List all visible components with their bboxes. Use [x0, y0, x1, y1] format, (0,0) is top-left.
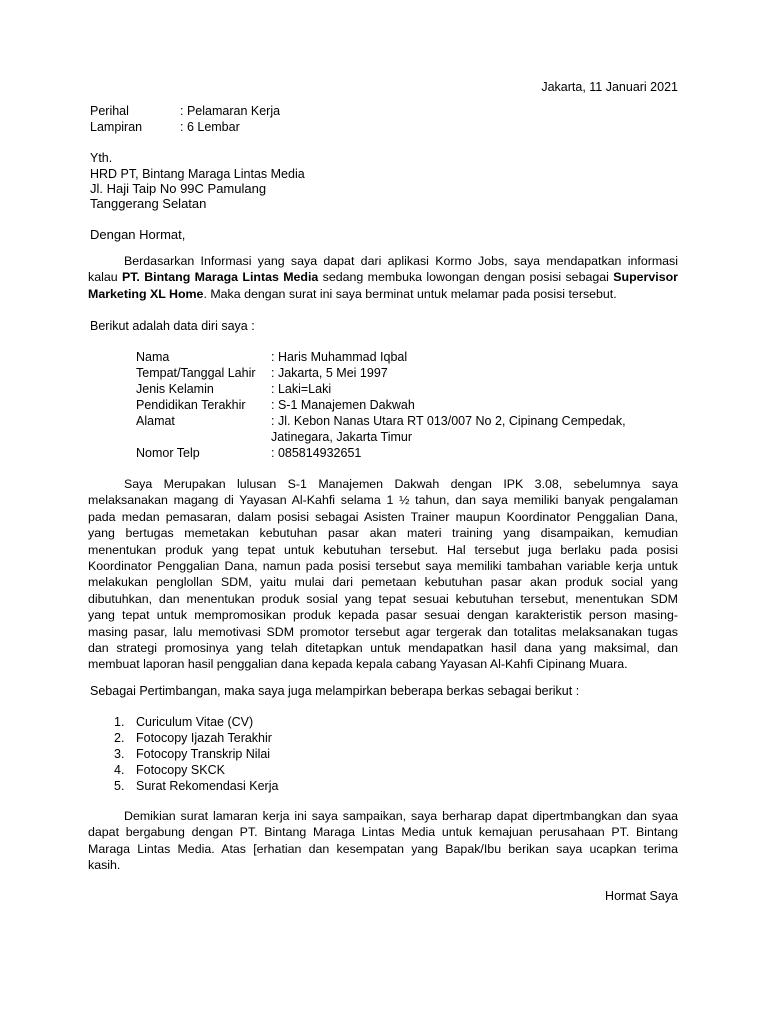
attachment-number: 1.: [114, 715, 125, 729]
body-line: melakukan penglollan SDM, yaitu mulai dari pemetaan kebutuhan pasar akan produk social yang: [88, 575, 678, 590]
data-value-ttl: : Jakarta, 5 Mei 1997: [271, 366, 388, 380]
perihal-label: Perihal: [90, 104, 129, 118]
closing-line: Demikian surat lamaran kerja ini saya sampaikan, saya berharap dapat dipertmbangkan dan syaa: [124, 809, 678, 823]
lampiran-value: : 6 Lembar: [180, 120, 240, 134]
data-value-address-line2: Jatinegara, Jakarta Timur: [271, 430, 413, 444]
data-label-phone: Nomor Telp: [136, 446, 200, 460]
attachment-number: 2.: [114, 731, 125, 745]
greeting: Dengan Hormat,: [90, 227, 186, 242]
recipient-address-line2: Tanggerang Selatan: [90, 196, 207, 211]
attachment-item: Fotocopy Transkrip Nilai: [136, 747, 271, 761]
attachment-number: 5.: [114, 779, 125, 793]
body-line: dan strategi promosinya yang telah ditetapkan untuk mendapatkan hasil dana yang maksimal, dan: [88, 640, 678, 655]
body-line: menentukan produk yang tepat untuk kebutuhan tersebut. Hal tersebut juga berlaku pada posisi: [88, 542, 678, 557]
body-line: masing pasar, lalu memotivasi SDM promotor tersebut agar tergerak dan totalitas melaksanakan tugas: [88, 624, 678, 639]
data-label-gender: Jenis Kelamin: [136, 382, 214, 396]
body-line: Saya Merupakan lulusan S-1 Manajemen Dakwah dengan IPK 3.08, sebelumnya saya: [124, 477, 678, 491]
body-line: dibutuhkan, dan menentukan produk sosial yang tepat sesuai kebutuhan tersebut, menentukan SDM: [88, 591, 678, 606]
data-value-education: : S-1 Manajemen Dakwah: [271, 398, 415, 412]
body-line: Koordinator Penggalian Dana, namun pada posisi tersebut saya memiliki tambahan variable kerja untuk: [88, 558, 678, 573]
signoff: Hormat Saya: [605, 889, 678, 903]
attachment-number: 3.: [114, 747, 125, 761]
lampiran-label: Lampiran: [90, 120, 143, 134]
attachment-item: Surat Rekomendasi Kerja: [136, 779, 279, 793]
data-value-gender: : Laki=Laki: [271, 382, 332, 396]
body-line: melaksanakan magang di Yayasan Al-Kahfi selama 1 ½ tahun, dan saya memiliki banyak pengalaman: [88, 493, 678, 508]
data-value-phone: : 085814932651: [271, 446, 362, 460]
body-line: yang tepat untuk mempromosikan produk kepada pasar sesuai dengan karakteristik person masing-: [88, 608, 678, 623]
recipient-address-line1: Jl. Haji Taip No 99C Pamulang: [90, 181, 267, 196]
body-line: yang bertugas memetakan kebutuhan pasar akan materi training yang disampaikan, kemudian: [88, 526, 678, 541]
attachment-item: Curiculum Vitae (CV): [136, 715, 254, 729]
closing-line: dapat bergabung dengan PT. Bintang Maraga Lintas Media untuk kemajuan perusahaan PT. Bintang: [88, 825, 678, 840]
data-label-education: Pendidikan Terakhir: [136, 398, 246, 412]
data-label-nama: Nama: [136, 350, 170, 364]
body-paragraph: [88, 476, 678, 673]
position-part-2: Marketing XL Home: [88, 286, 204, 301]
letter-date: Jakarta, 11 Januari 2021: [541, 80, 678, 94]
attachment-number: 4.: [114, 763, 125, 777]
position-part-1: Supervisor: [613, 270, 678, 285]
intro-paragraph: [88, 253, 678, 302]
body-line: membuat laporan hasil penggalian dana kepada kepala cabang Yayasan Al-Kahfi Cipinang Muara.: [88, 657, 628, 672]
attachment-item: Fotocopy Ijazah Terakhir: [136, 731, 272, 745]
data-value-nama: : Haris Muhammad Iqbal: [271, 350, 408, 364]
recipient-yth: Yth.: [90, 151, 113, 165]
data-label-address: Alamat: [136, 414, 175, 428]
company-name: PT. Bintang Maraga Lintas Media: [121, 270, 319, 285]
data-value-address: : Jl. Kebon Nanas Utara RT 013/007 No 2, Cipinang Cempedak,: [271, 414, 626, 428]
perihal-value: : Pelamaran Kerja: [180, 104, 281, 118]
attachment-item: Fotocopy SKCK: [136, 763, 225, 777]
closing-paragraph: [88, 808, 678, 874]
body-line: pada medan pemasaran, dalam posisi sebagai Asisten Trainer maupun Koordinator Penggalian Dana,: [88, 509, 678, 524]
data-label-ttl: Tempat/Tanggal Lahir: [136, 366, 256, 380]
intro-line-3: Marketing XL Home. Maka dengan surat ini saya berminat untuk melamar pada posisi tersebut.: [88, 286, 617, 301]
recipient-name: HRD PT, Bintang Maraga Lintas Media: [90, 167, 305, 181]
attachments-intro: Sebagai Pertimbangan, maka saya juga melampirkan beberapa berkas sebagai berikut :: [90, 684, 580, 698]
closing-line: kasih.: [88, 858, 121, 873]
intro-line-1: Berdasarkan Informasi yang saya dapat dari aplikasi Kormo Jobs, saya mendapatkan informasi: [124, 254, 678, 268]
intro-line-2: kalau PT. Bintang Maraga Lintas Media sedang membuka lowongan dengan posisi sebagai Supervisor: [88, 270, 678, 285]
data-intro: Berikut adalah data diri saya :: [90, 319, 255, 333]
closing-line: Maraga Lintas Media. Atas [erhatian dan kesempatan yang Bapak/Ibu berikan saya ucapkan terima: [88, 841, 678, 856]
